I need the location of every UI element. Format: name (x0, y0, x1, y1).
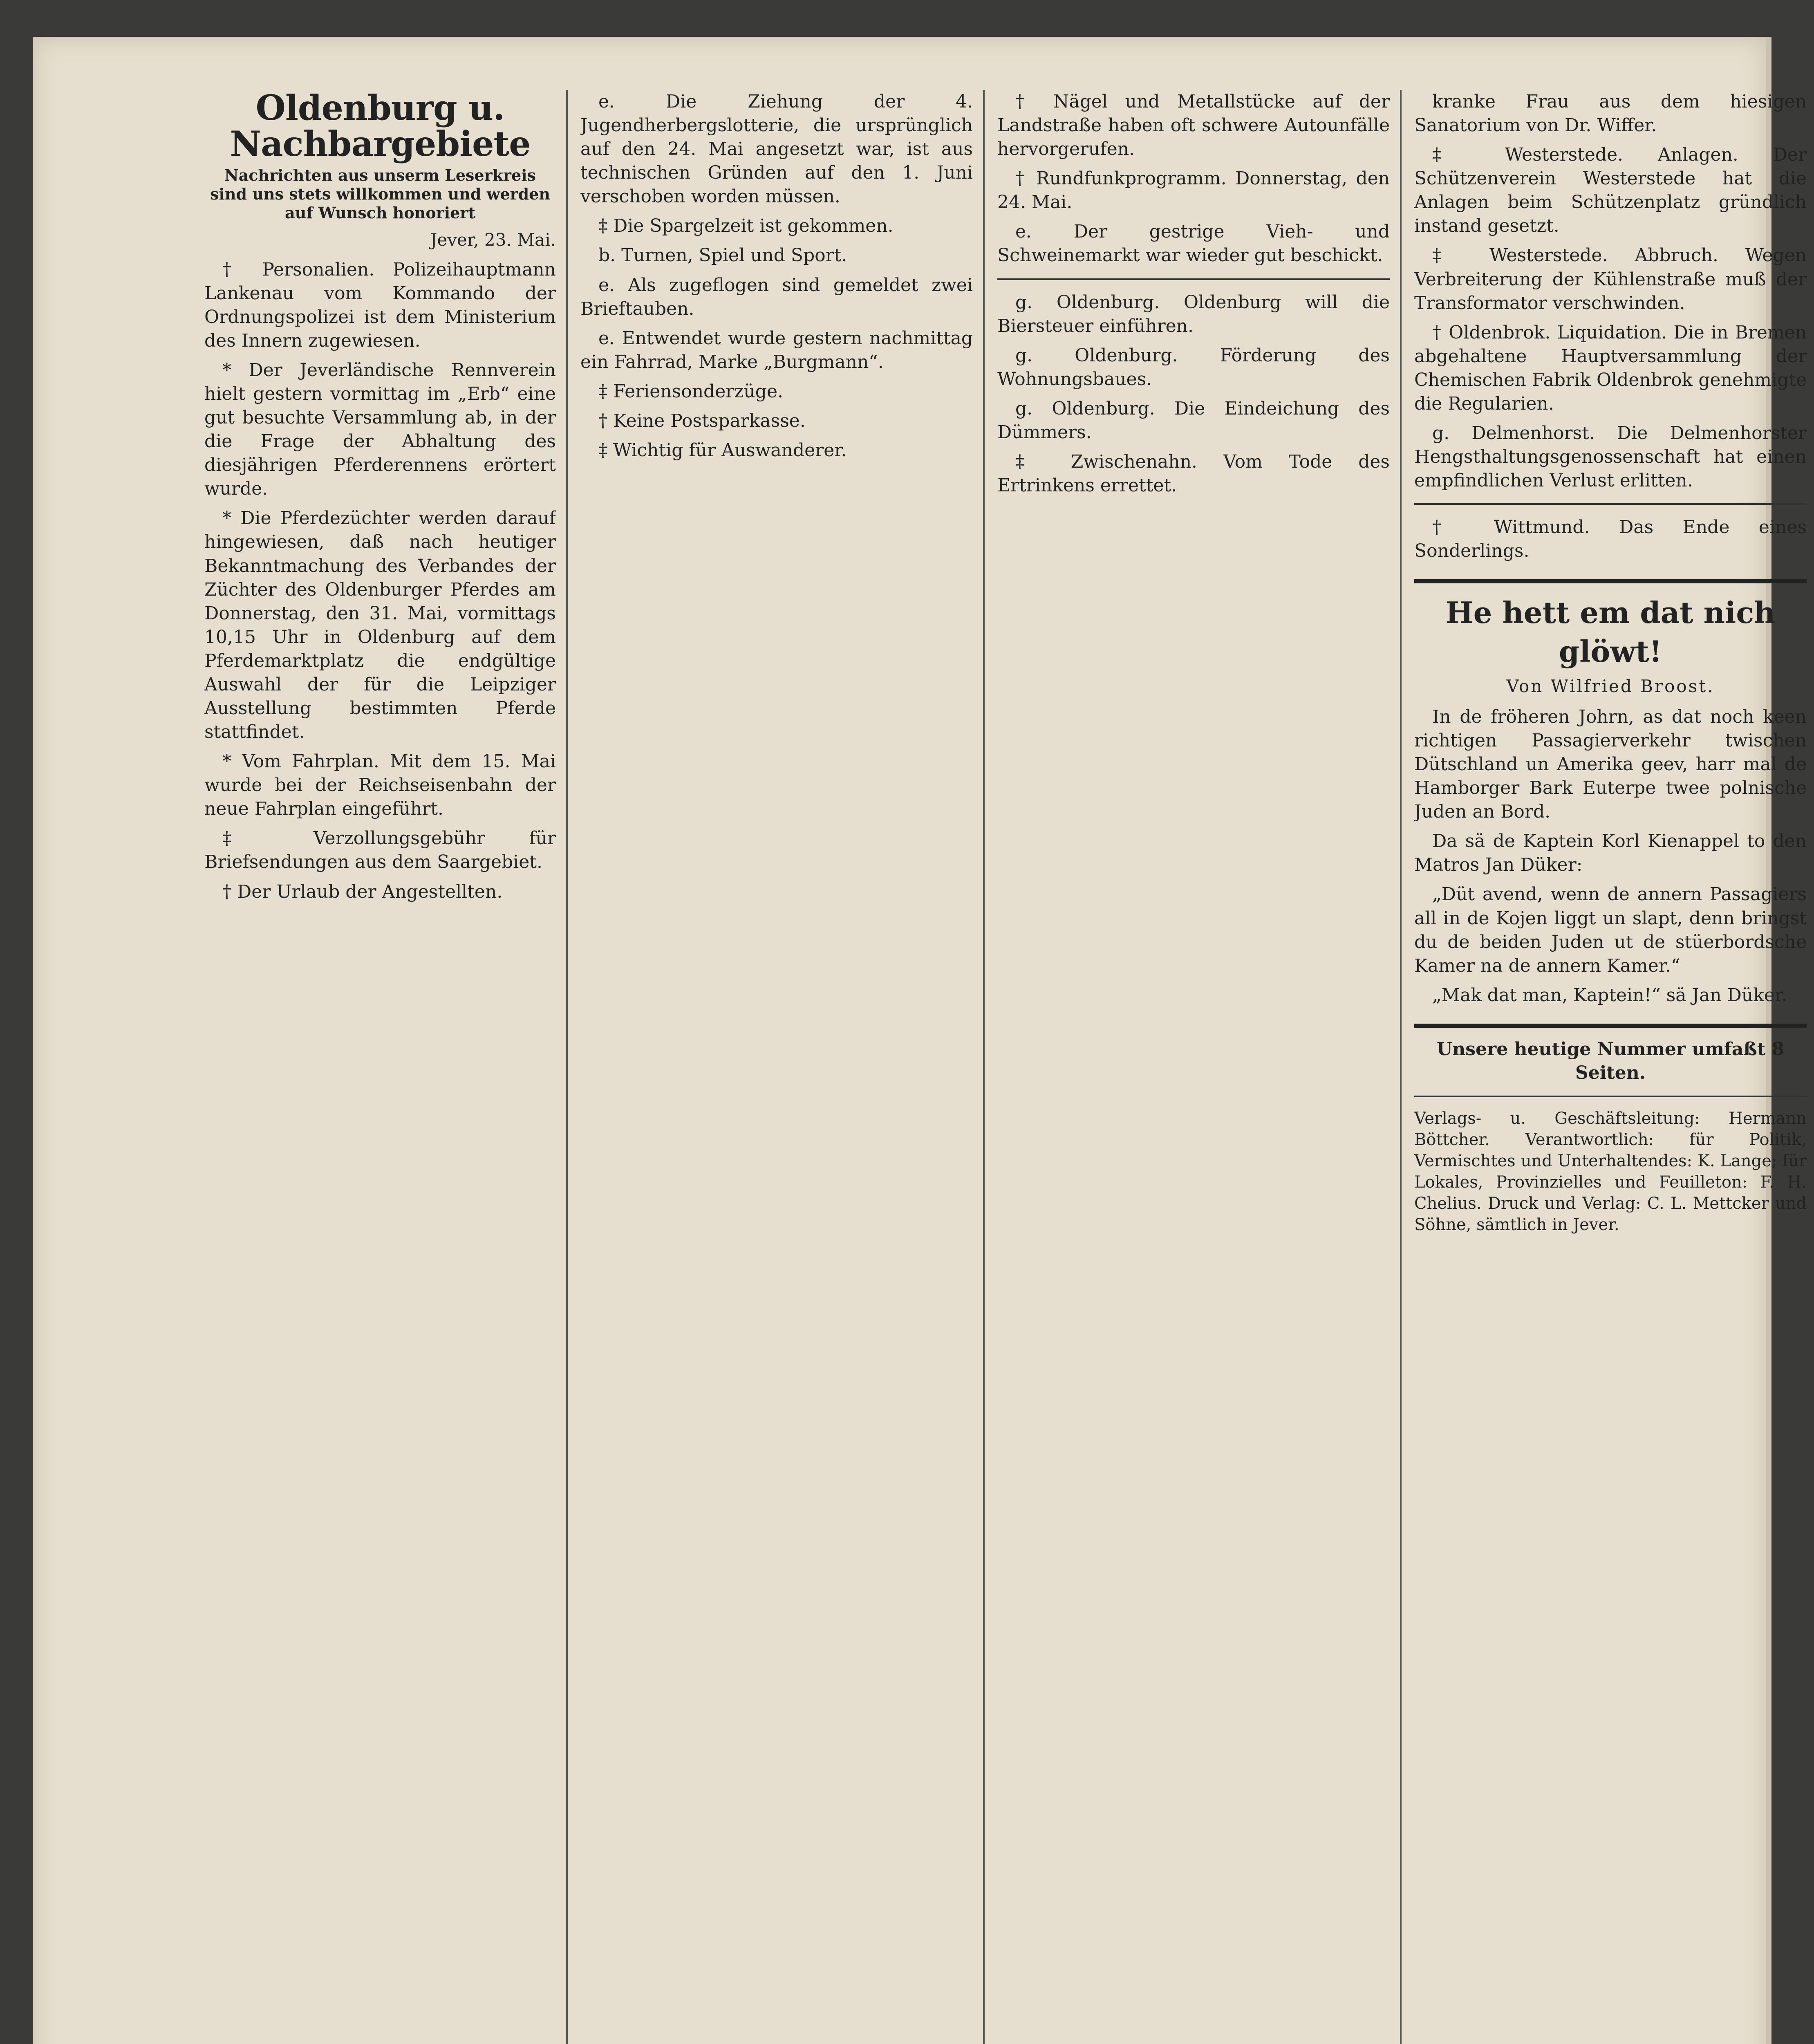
news-item: * Der Jeverländische Rennverein hielt gestern vormittag im „Erb“ eine gut besuchte Versammlung ab, in der die Frage der Abhaltung des diesjährigen Pferderennens erörtert wurde. (204, 359, 556, 500)
column-rule (1400, 90, 1402, 2044)
news-item: e. Entwendet wurde gestern nachmittag ein Fahrrad, Marke „Burgmann“. (580, 327, 973, 372)
news-item: † Personalien. Polizeihauptmann Lankenau vom Kommando der Ordnungspolizei ist dem Ministerium des Innern zugewiesen. (204, 259, 556, 351)
news-item: g. Delmenhorst. Die Delmenhorster Hengsthaltungsgenossenschaft hat einen empfindlichen Verlust erlitten. (1414, 423, 1807, 491)
heavy-divider (1414, 579, 1807, 583)
news-item: ‡ Zwischenahn. Vom Tode des Ertrinkens errettet. (997, 451, 1390, 496)
news-item: e. Als zugeflogen sind gemeldet zwei Brieftauben. (580, 274, 973, 319)
news-item: kranke Frau aus dem hiesigen Sanatorium von Dr. Wiffer. (1414, 91, 1807, 136)
news-item: † Oldenbrok. Liquidation. Die in Bremen abgehaltene Hauptversammlung der Chemischen Fabrik Oldenbrok genehmigte die Regularien. (1414, 322, 1807, 414)
news-item: ‡ Die Spargelzeit ist gekommen. (598, 215, 894, 237)
news-item: † Wittmund. Das Ende eines Sonderlings. (1414, 517, 1807, 562)
column-rule (983, 90, 985, 2044)
imprint: Verlags- u. Geschäftsleitung: Hermann Böttcher. Verantwortlich: für Politik, Vermischtes und Unterhaltendes: K. Lange; für Lokales, Provinzielles und Feuilleton: F. H. Chelius. Druck und Verlag: C. L. Mettcker und Söhne, sämtlich in Jever. (1414, 1109, 1807, 1234)
story-paragraph: „Düt avend, wenn de annern Passagiers all in de Kojen liggt un slapt, denn bringst du de beiden Juden ut de stüerbordsche Kamer na de annern Kamer.“ (1414, 884, 1807, 976)
paper-sheet (33, 37, 1807, 2044)
news-item: ‡ Feriensonderzüge. (598, 381, 783, 402)
news-item: * Vom Fahrplan. Mit dem 15. Mai wurde bei der Reichseisenbahn der neue Fahrplan eingeführt. (204, 751, 556, 820)
story-title: He hett em dat nich glöwt! (1445, 595, 1776, 669)
news-item: e. Der gestrige Vieh- und Schweinemarkt war wieder gut beschickt. (997, 221, 1390, 266)
story-paragraph: Da sä de Kaptein Korl Kienappel to den Matros Jan Düker: (1414, 831, 1807, 876)
page-count-notice: Unsere heutige Nummer umfaßt 8 Seiten. (1436, 1038, 1785, 1083)
dateline: Jever, 23. Mai. (430, 230, 556, 250)
story-paragraph: „Mak dat man, Kaptein!“ sä Jan Düker. (1432, 984, 1787, 1006)
news-item: ‡ Westerstede. Anlagen. Der Schützenverein Westerstede hat die Anlagen beim Schützenplatz gründlich instand gesetzt. (1414, 144, 1807, 237)
news-item: † Rundfunkprogramm. Donnerstag, den 24. Mai. (997, 168, 1390, 213)
section-title: Oldenburg u. Nachbargebiete (230, 90, 531, 164)
divider (1414, 1096, 1807, 1097)
news-item: b. Turnen, Spiel und Sport. (598, 245, 847, 266)
column-1 (204, 90, 556, 2044)
column-2 (580, 90, 973, 2044)
divider (1414, 503, 1807, 505)
news-item: g. Oldenburg. Oldenburg will die Biersteuer einführen. (997, 291, 1390, 336)
divider (997, 278, 1390, 280)
news-item: ‡ Westerstede. Abbruch. Wegen Verbreiterung der Kühlenstraße muß der Transformator verschwinden. (1414, 245, 1807, 314)
news-item: ‡ Verzollungsgebühr für Briefsendungen aus dem Saargebiet. (204, 828, 556, 873)
column-3 (997, 90, 1390, 2044)
news-item: * Die Pferdezüchter werden darauf hingewiesen, daß nach heutiger Bekanntmachung des Verbandes der Züchter des Oldenburger Pferdes am Donnerstag, den 31. Mai, vormittags 10,15 Uhr in Oldenburg auf dem Pferdemarktplatz die endgültige Auswahl der für die Leipziger Ausstellung bestimmten Pferde stattfindet. (204, 508, 556, 743)
story-byline: Von Wilfried Broost. (1506, 676, 1715, 697)
column-4 (1414, 90, 1807, 2044)
section-subtitle: Nachrichten aus unserm Leserkreis sind uns stets willkommen und werden auf Wunsch honoriert (210, 166, 550, 222)
news-item: † Keine Postsparkasse. (598, 410, 806, 431)
news-item: ‡ Wichtig für Auswanderer. (598, 440, 847, 461)
news-item: e. Die Ziehung der 4. Jugendherbergslotterie, die ursprünglich auf den 24. Mai angesetzt war, ist aus technischen Gründen auf den 1. Juni verschoben worden müssen. (580, 91, 973, 207)
column-rule (566, 90, 568, 2044)
story-paragraph: In de fröheren Johrn, as dat noch keen richtigen Passagierverkehr twischen Dütschland un Amerika geev, harr mal de Hamborger Bark Euterpe twee polnische Juden an Bord. (1414, 706, 1807, 823)
heavy-divider (1414, 1024, 1807, 1028)
news-item: † Nägel und Metallstücke auf der Landstraße haben oft schwere Autounfälle hervorgerufen. (997, 91, 1390, 160)
news-item: g. Oldenburg. Förderung des Wohnungsbaues. (997, 345, 1390, 390)
news-item: † Der Urlaub der Angestellten. (222, 881, 503, 902)
news-item: g. Oldenburg. Die Eindeichung des Dümmers. (997, 398, 1390, 443)
